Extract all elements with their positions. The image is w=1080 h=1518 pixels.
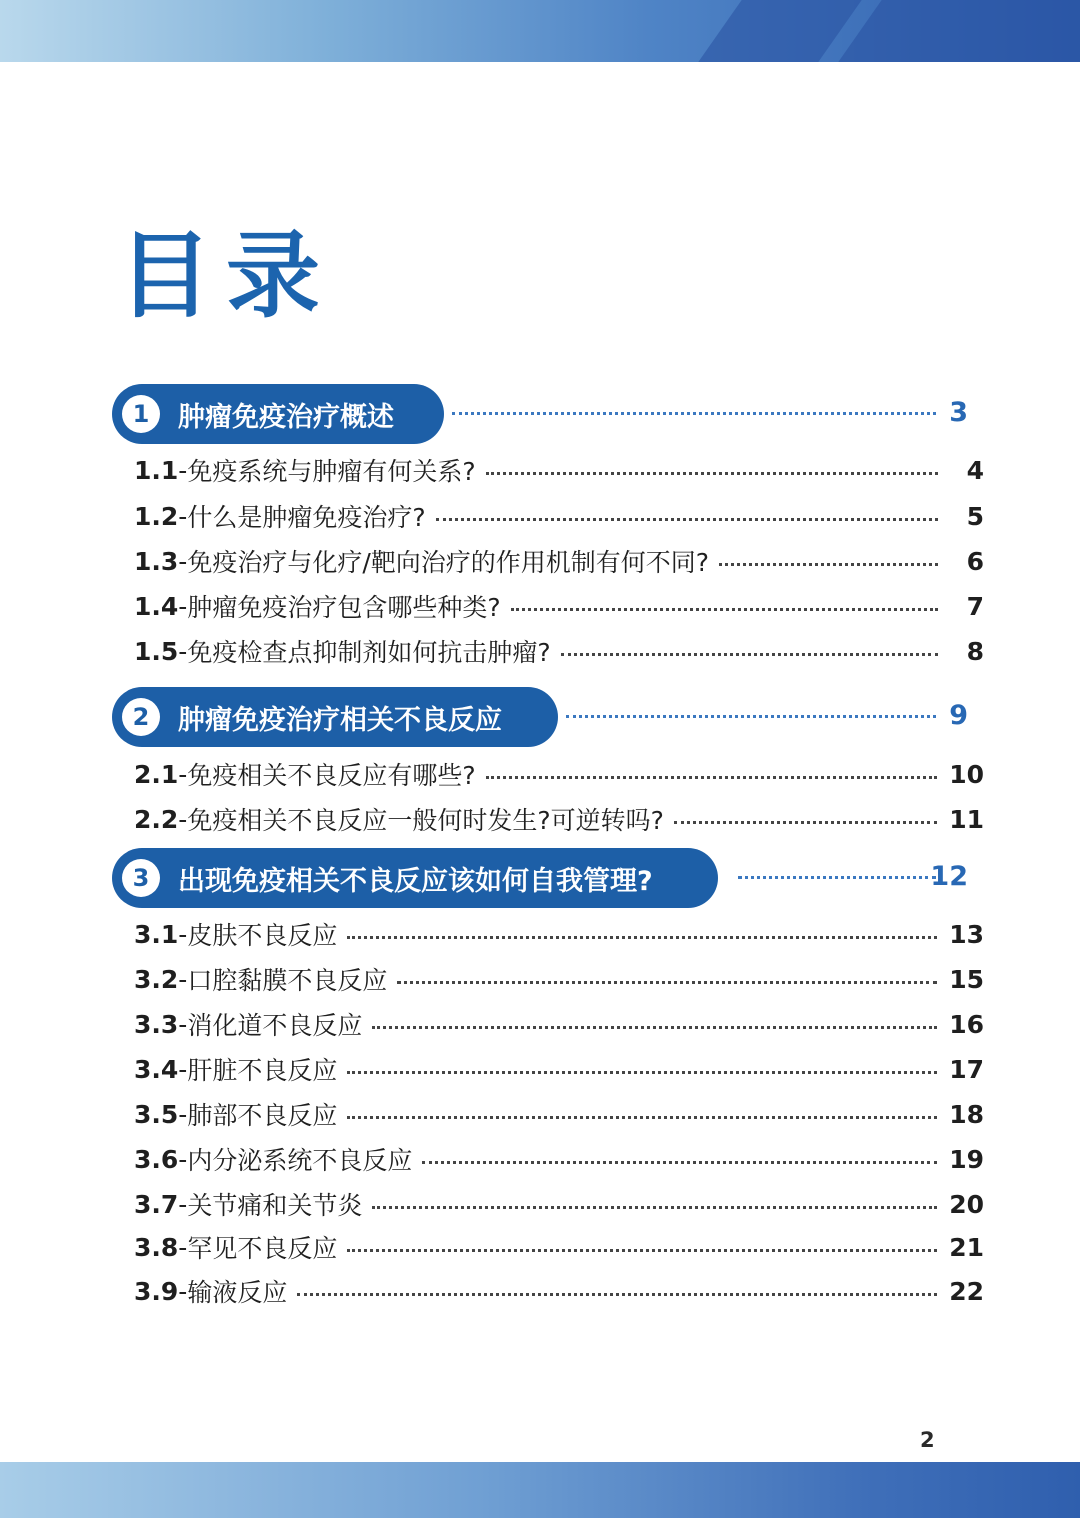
entry-number: 1.3 <box>134 546 179 576</box>
section-label: 出现免疫相关不良反应该如何自我管理? <box>178 865 653 897</box>
entry-page-number: 22 <box>949 1276 984 1306</box>
entry-separator: - <box>178 1099 188 1129</box>
section-number: 1 <box>122 395 160 433</box>
dotted-leader <box>347 1249 937 1252</box>
entry-title: 关节痛和关节炎 <box>187 1191 363 1220</box>
entry-page-number: 6 <box>966 546 984 576</box>
dotted-leader <box>674 821 937 824</box>
section-number: 2 <box>122 698 160 736</box>
section-header-1[interactable] <box>112 384 444 444</box>
dotted-leader <box>436 518 938 521</box>
section-header-2[interactable] <box>112 687 558 747</box>
toc-entry[interactable] <box>134 959 984 999</box>
dotted-leader <box>347 936 937 939</box>
entry-number: 1.4 <box>134 591 179 621</box>
entry-number: 1.1 <box>134 455 179 485</box>
toc-entry[interactable] <box>134 1094 984 1134</box>
entry-number: 3.1 <box>134 919 179 949</box>
entry-title: 消化道不良反应 <box>187 1011 363 1040</box>
entry-page-number: 10 <box>949 759 984 789</box>
toc-entry[interactable] <box>134 914 984 954</box>
entry-title: 皮肤不良反应 <box>187 921 338 950</box>
entry-separator: - <box>178 455 188 485</box>
entry-page-number: 13 <box>949 919 984 949</box>
entry-page-number: 15 <box>949 964 984 994</box>
dotted-leader <box>372 1026 937 1029</box>
entry-separator: - <box>178 1189 188 1219</box>
entry-number: 3.9 <box>134 1276 179 1306</box>
section-page-number: 12 <box>930 861 968 892</box>
toc-entry[interactable] <box>134 799 984 839</box>
entry-title: 免疫检查点抑制剂如何抗击肿瘤? <box>187 638 551 667</box>
entry-separator: - <box>178 1144 188 1174</box>
section-header-3[interactable] <box>112 848 718 908</box>
entry-separator: - <box>178 636 188 666</box>
dotted-leader <box>452 412 936 415</box>
entry-separator: - <box>178 501 188 531</box>
toc-entry[interactable] <box>134 586 984 626</box>
toc-entry[interactable] <box>134 1049 984 1089</box>
entry-page-number: 5 <box>966 501 984 531</box>
entry-separator: - <box>178 591 188 621</box>
entry-number: 3.6 <box>134 1144 179 1174</box>
entry-separator: - <box>178 1276 188 1306</box>
entry-title: 免疫相关不良反应一般何时发生?可逆转吗? <box>187 806 664 835</box>
entry-number: 3.7 <box>134 1189 179 1219</box>
dotted-leader <box>738 876 936 879</box>
entry-separator: - <box>178 804 188 834</box>
entry-page-number: 4 <box>966 455 984 485</box>
toc-entry[interactable] <box>134 1004 984 1044</box>
dotted-leader <box>719 563 938 566</box>
entry-page-number: 7 <box>966 591 984 621</box>
entry-page-number: 21 <box>949 1232 984 1262</box>
toc-entry[interactable] <box>134 1227 984 1267</box>
entry-title: 罕见不良反应 <box>187 1234 338 1263</box>
toc-entry[interactable] <box>134 1184 984 1224</box>
page-title: 目录 <box>118 222 335 331</box>
section-number: 3 <box>122 859 160 897</box>
dotted-leader <box>561 653 938 656</box>
toc-entry[interactable] <box>134 1139 984 1179</box>
dotted-leader <box>486 472 938 475</box>
dotted-leader <box>297 1293 937 1296</box>
entry-separator: - <box>178 546 188 576</box>
entry-title: 输液反应 <box>187 1278 288 1307</box>
band-stripe <box>698 0 861 62</box>
entry-number: 2.1 <box>134 759 179 789</box>
band-stripe <box>838 0 1080 62</box>
toc-entry[interactable] <box>134 631 984 671</box>
bottom-decorative-band <box>0 1462 1080 1518</box>
dotted-leader <box>372 1206 937 1209</box>
entry-title: 肝脏不良反应 <box>187 1056 338 1085</box>
dotted-leader <box>347 1116 937 1119</box>
dotted-leader <box>486 776 938 779</box>
entry-title: 肺部不良反应 <box>187 1101 338 1130</box>
entry-page-number: 20 <box>949 1189 984 1219</box>
toc-entry[interactable] <box>134 496 984 536</box>
dotted-leader <box>347 1071 937 1074</box>
entry-separator: - <box>178 1232 188 1262</box>
entry-number: 3.4 <box>134 1054 179 1084</box>
entry-title: 肿瘤免疫治疗包含哪些种类? <box>187 593 501 622</box>
dotted-leader <box>511 608 938 611</box>
entry-separator: - <box>178 1054 188 1084</box>
toc-entry[interactable] <box>134 450 984 490</box>
page-number: 2 <box>920 1428 935 1452</box>
section-label: 肿瘤免疫治疗概述 <box>178 401 394 433</box>
entry-page-number: 18 <box>949 1099 984 1129</box>
section-label: 肿瘤免疫治疗相关不良反应 <box>178 704 502 736</box>
section-page-number: 9 <box>949 700 968 731</box>
entry-number: 3.3 <box>134 1009 179 1039</box>
dotted-leader <box>566 715 936 718</box>
dotted-leader <box>397 981 937 984</box>
toc-entry[interactable] <box>134 541 984 581</box>
entry-number: 3.2 <box>134 964 179 994</box>
entry-page-number: 17 <box>949 1054 984 1084</box>
entry-number: 2.2 <box>134 804 179 834</box>
entry-separator: - <box>178 1009 188 1039</box>
entry-title: 免疫相关不良反应有哪些? <box>187 761 476 790</box>
entry-page-number: 8 <box>966 636 984 666</box>
dotted-leader <box>422 1161 937 1164</box>
entry-separator: - <box>178 759 188 789</box>
entry-title: 免疫系统与肿瘤有何关系? <box>187 457 476 486</box>
entry-page-number: 16 <box>949 1009 984 1039</box>
entry-separator: - <box>178 964 188 994</box>
entry-separator: - <box>178 919 188 949</box>
entry-number: 3.5 <box>134 1099 179 1129</box>
toc-entry[interactable] <box>134 754 984 794</box>
entry-title: 口腔黏膜不良反应 <box>187 966 388 995</box>
entry-number: 1.2 <box>134 501 179 531</box>
entry-title: 什么是肿瘤免疫治疗? <box>187 503 426 532</box>
entry-page-number: 19 <box>949 1144 984 1174</box>
section-page-number: 3 <box>949 397 968 428</box>
entry-number: 3.8 <box>134 1232 179 1262</box>
top-decorative-band <box>0 0 1080 62</box>
entry-number: 1.5 <box>134 636 179 666</box>
entry-page-number: 11 <box>949 804 984 834</box>
entry-title: 免疫治疗与化疗/靶向治疗的作用机制有何不同? <box>187 548 710 577</box>
entry-title: 内分泌系统不良反应 <box>187 1146 413 1175</box>
toc-entry[interactable] <box>134 1271 984 1311</box>
